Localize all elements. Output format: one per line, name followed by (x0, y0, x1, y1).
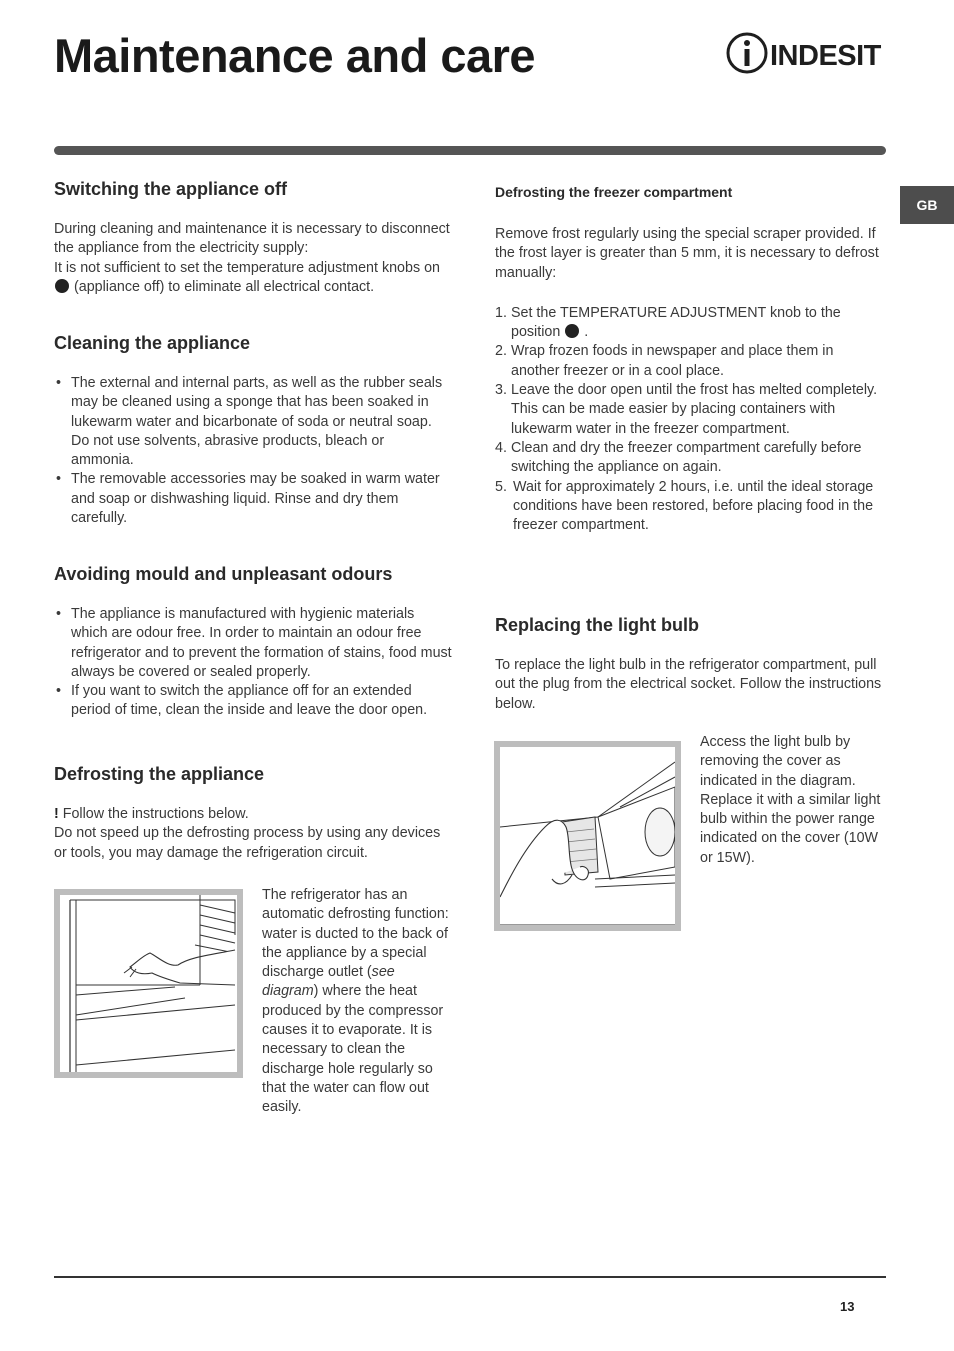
heading-defrosting: Defrosting the appliance (54, 764, 265, 784)
list-item: 4. Clean and dry the freezer compartment carefully before switching the appliance on again. (495, 439, 862, 476)
heading-freezer-defrost: Defrosting the freezer compartment (495, 184, 733, 200)
defrosting-text (54, 805, 454, 863)
defrost-figure-caption: The refrigerator has an automatic defrosting function: water is ducted to the back of the appliance by a special discharge outlet (see diagram) where the heat produced by the compressor causes it to evaporate. It is necessary to clean the discharge hole regularly so that the water can flow out easily. (262, 887, 449, 1116)
switching-off-text (54, 220, 454, 297)
heading-mould: Avoiding mould and unpleasant odours (54, 564, 393, 584)
off-position-icon (565, 324, 579, 338)
light-bulb-paragraph: To replace the light bulb in the refrigerator compartment, pull out the plug from the electrical socket. Follow the instructions below. (495, 657, 882, 712)
heading-cleaning: Cleaning the appliance (54, 333, 251, 353)
mould-text (54, 605, 454, 721)
mould-list (54, 605, 454, 721)
defrosting-note: ! Follow the instructions below. (54, 806, 249, 822)
page-number: 13 (840, 1299, 855, 1314)
list-item: • The appliance is manufactured with hygienic materials which are odour free. In order to maintain an odour free refrigerator and to prevent the formation of stains, food must always be covered or sealed properly. (54, 605, 454, 682)
language-tab: GB (900, 186, 954, 224)
cleaning-text (54, 374, 449, 528)
list-item: 5. Wait for approximately 2 hours, i.e. until the ideal storage conditions have been restored, before placing food in the freezer compartment. (495, 478, 874, 534)
brand-logo-text: INDESIT (770, 40, 881, 72)
freezer-defrost-steps (495, 304, 885, 536)
top-divider (54, 146, 886, 155)
off-position-icon (55, 279, 69, 293)
brand-logo (725, 30, 890, 78)
cleaning-list (54, 374, 449, 528)
heading-light-bulb: Replacing the light bulb (495, 615, 699, 635)
warning-icon: ! (54, 806, 59, 822)
list-item: 1. Set the TEMPERATURE ADJUSTMENT knob to the position . (495, 304, 841, 341)
light-bulb-text (495, 656, 885, 714)
page-title: Maintenance and care (54, 29, 536, 82)
defrosting-paragraph: Do not speed up the defrosting process by using any devices or tools, you may damage the refrigeration circuit. (54, 825, 441, 861)
switching-off-paragraph: During cleaning and maintenance it is necessary to disconnect the appliance from the electricity supply: (54, 221, 450, 257)
list-item: 3. Leave the door open until the frost has melted completely. This can be made easier by placing containers with lukewarm water in the freezer compartment. (495, 382, 878, 437)
list-item: • If you want to switch the appliance off for an extended period of time, clean the inside and leave the door open. (54, 682, 454, 721)
switching-off-note: It is not sufficient to set the temperature adjustment knobs on (appliance off) to eliminate all electrical contact. (54, 259, 440, 295)
bottom-divider (54, 1276, 886, 1278)
freezer-defrost-text (495, 225, 885, 535)
freezer-defrost-paragraph: Remove frost regularly using the special scraper provided. If the frost layer is greater than 5 mm, it is necessary to defrost manually: (495, 226, 879, 281)
light-bulb-diagram (494, 741, 681, 931)
list-item: 2. Wrap frozen foods in newspaper and place them in another freezer or in a cool place. (495, 343, 834, 379)
list-item: • The external and internal parts, as well as the rubber seals may be cleaned using a sponge that has been soaked in lukewarm water and bicarbonate of soda or neutral soap. Do not use solvents, abrasive products, bleach or ammonia. (54, 374, 449, 470)
heading-switching-off: Switching the appliance off (54, 179, 288, 199)
light-bulb-figure-caption: Access the light bulb by removing the cover as indicated in the diagram. Replace it with a similar light bulb within the power range indicated on the cover (10W or 15W). (700, 734, 881, 866)
list-item: • The removable accessories may be soaked in warm water and soap or dishwashing liquid. Rinse and dry them carefully. (54, 470, 449, 528)
defrost-outlet-diagram (54, 889, 243, 1078)
